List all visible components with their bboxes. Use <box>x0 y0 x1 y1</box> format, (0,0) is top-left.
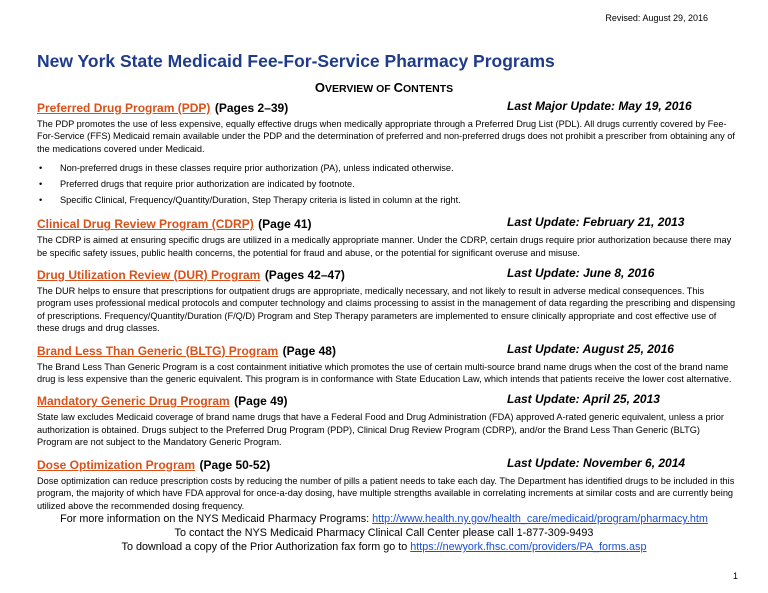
section-header-bltg <box>37 342 737 359</box>
footer-pa-text: To download a copy of the Prior Authorization fax form go to <box>121 541 411 553</box>
dose-optimization-last-update: Last Update: November 6, 2014 <box>507 455 686 470</box>
pdp-description: The PDP promotes the use of less expensive, equally effective drugs when medically appropriate through a Preferred Drug List (PDL). All drugs currently covered by Fee-For-Service (FFS) Medicaid remain available under the PDP and the determination of preferred and non-preferred drugs does not prohibit a prescriber from obtaining any of the medications covered under Medicaid. <box>37 119 735 154</box>
footer-line-info <box>0 512 768 526</box>
page-number: 1 <box>732 571 738 581</box>
overview-word-2: ONTENTS <box>403 83 454 95</box>
section-header-mandatory-generic <box>37 392 737 409</box>
footer-line-call-center: To contact the NYS Medicaid Pharmacy Clinical Call Center please call 1-877-309-9493 <box>174 527 594 539</box>
bullet-dot-icon: • <box>39 195 43 206</box>
contents-list <box>37 99 737 512</box>
mandatory-generic-pages: (Page 49) <box>234 394 288 409</box>
cdrp-link[interactable]: Clinical Drug Review Program (CDRP) <box>37 217 254 232</box>
dur-description: The DUR helps to ensure that prescriptions for outpatient drugs are appropriate, medically necessary, and not likely to result in adverse medical consequences. This program uses professional medical protocols and computer technology and claims processing to assist in the management of data regarding the prescribing and dispensing of prescriptions. Frequency/Quantity/Duration (F/Q/D) Program and Step Therapy parameters are implemented to ensure clinically appropriate and cost effective use of these drugs and drug classes. <box>37 286 736 334</box>
dur-pages: (Pages 42–47) <box>264 268 345 283</box>
bltg-description: The Brand Less Than Generic Program is a cost containment initiative which promotes the use of certain multi-source brand name drugs when the cost of the brand name drug is less expensive than the generic equivalent. This program is in conformance with State Education Law, which intends that patients receive the lower cost alternative. <box>37 361 732 385</box>
pharmacy-program-link[interactable]: http://www.health.ny.gov/health_care/medicaid/program/pharmacy.htm <box>372 513 708 525</box>
dur-link[interactable]: Drug Utilization Review (DUR) Program <box>37 268 261 283</box>
cdrp-pages: (Page 41) <box>258 217 312 232</box>
footer <box>0 512 768 554</box>
pdp-bullet-list <box>37 160 737 208</box>
section-header-dur <box>37 266 737 283</box>
page-title: New York State Medicaid Fee-For-Service Pharmacy Programs <box>37 51 555 71</box>
cdrp-last-update: Last Update: February 21, 2013 <box>507 215 685 230</box>
pdp-bullet-text: Preferred drugs that require prior authorization are indicated by footnote. <box>60 179 355 190</box>
mandatory-generic-last-update: Last Update: April 25, 2013 <box>507 392 660 407</box>
bullet-dot-icon: • <box>39 163 43 174</box>
overview-word-1: VERVIEW OF <box>324 83 394 95</box>
overview-letter-c: C <box>393 80 403 95</box>
dose-optimization-link[interactable]: Dose Optimization Program <box>37 457 196 472</box>
pdp-bullet <box>37 192 737 208</box>
section-header-dose-optimization <box>37 456 737 473</box>
revised-date: Revised: August 29, 2016 <box>605 13 708 23</box>
bltg-link[interactable]: Brand Less Than Generic (BLTG) Program <box>37 343 279 358</box>
pdp-bullet-text: Non-preferred drugs in these classes require prior authorization (PA), unless indicated otherwise. <box>60 163 454 174</box>
bltg-last-update: Last Update: August 25, 2016 <box>507 341 674 356</box>
section-header-cdrp <box>37 215 737 232</box>
dur-last-update: Last Update: June 8, 2016 <box>507 266 655 281</box>
section-header-pdp <box>37 99 737 116</box>
pdp-link[interactable]: Preferred Drug Program (PDP) <box>37 101 211 115</box>
mandatory-generic-link[interactable]: Mandatory Generic Drug Program <box>37 394 230 409</box>
dose-optimization-description: Dose optimization can reduce prescription costs by reducing the number of pills a patient needs to take each day. The Department has identified drugs to be included in this program, the majority of which have FDA approval for once-a-day dosing, have multiple strengths available in correlating increments at similar costs and are currently being utilized above the recommended dosing frequency. <box>37 475 735 511</box>
pdp-pages: (Pages 2–39) <box>214 101 289 115</box>
overview-heading <box>0 80 768 95</box>
mandatory-generic-description: State law excludes Medicaid coverage of brand name drugs that have a Federal Food and Drug Administration (FDA) approved A-rated generic equivalent, unless a prior authorization is obtained. Drugs subject to the Preferred Drug Program (PDP), Clinical Drug Review Program (CDRP), and/or the Brand Less Than Generic (BLTG) Program are not subject to the Mandatory Generic Program. <box>37 412 724 448</box>
pdp-bullet-text: Specific Clinical, Frequency/Quantity/Duration, Step Therapy criteria is listed in column at the right. <box>60 195 461 206</box>
pdp-last-update: Last Major Update: May 19, 2016 <box>507 99 692 113</box>
overview-letter-o: O <box>314 80 325 95</box>
pa-forms-link[interactable]: https://newyork.fhsc.com/providers/PA_forms.asp <box>410 541 647 553</box>
bullet-dot-icon: • <box>39 179 43 190</box>
bltg-pages: (Page 48) <box>282 343 336 358</box>
dose-optimization-pages: (Page 50-52) <box>199 457 271 472</box>
footer-line-pa-form <box>0 540 768 554</box>
cdrp-description: The CDRP is aimed at ensuring specific drugs are utilized in a medically appropriate manner. Under the CDRP, certain drugs require prior authorization because there may be specific safety issues, public health concerns, the potential for fraud and abuse, or the potential for significant overuse and misuse. <box>37 235 732 258</box>
footer-info-text: For more information on the NYS Medicaid Pharmacy Programs: <box>60 513 373 525</box>
pdp-bullet <box>37 160 737 176</box>
pdp-bullet <box>37 176 737 192</box>
